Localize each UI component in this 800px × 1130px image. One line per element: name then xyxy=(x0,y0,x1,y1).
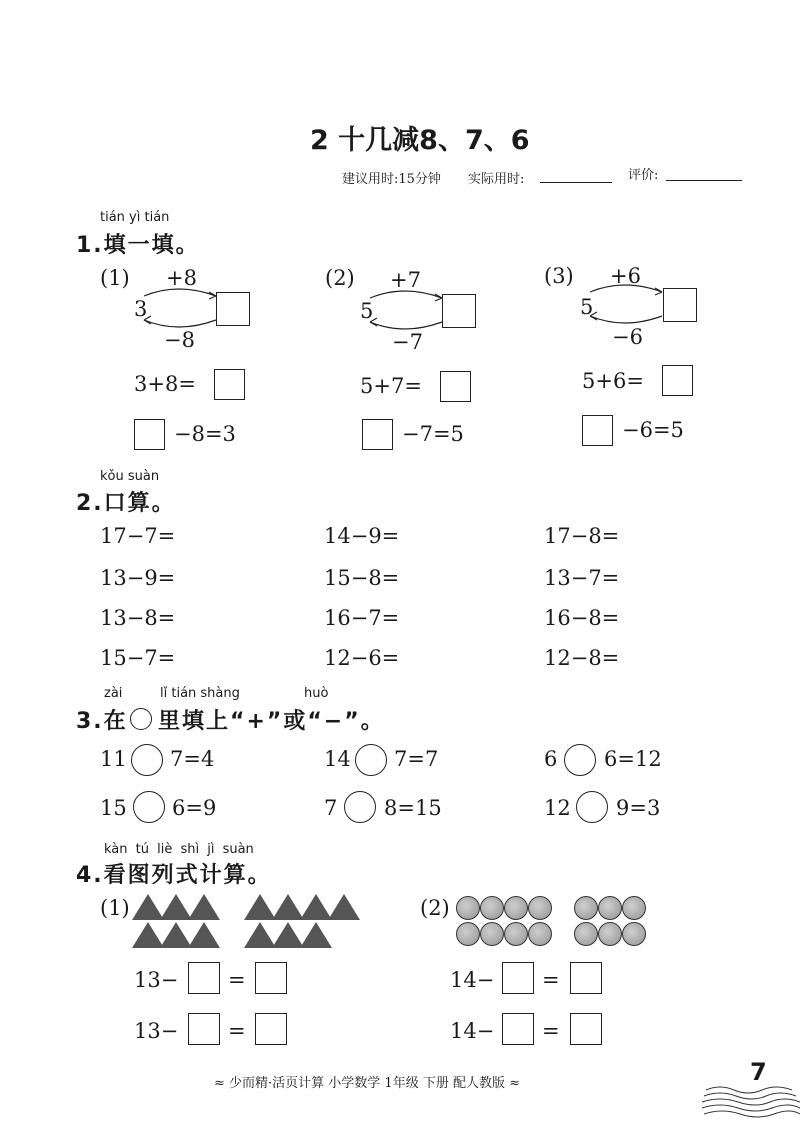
sec1-item3-plus: +6 xyxy=(610,264,641,288)
circle-dot-icon xyxy=(622,922,646,946)
sec4-eq3-box-a[interactable] xyxy=(502,962,534,994)
sign-item-right: 7=4 xyxy=(170,747,215,771)
footer-text: ≈ 少而精·活页计算 小学数学 1年级 下册 配人教版 ≈ xyxy=(214,1076,520,1091)
page-number: 7 xyxy=(750,1058,767,1086)
sec1-item2-plus: +7 xyxy=(390,268,421,292)
triangle-icon xyxy=(328,894,360,920)
sec1-item1-plus: +8 xyxy=(166,266,197,290)
sec4-eq3-left: 14− xyxy=(450,968,495,992)
sec1-item3-start: 5 xyxy=(580,295,594,319)
evaluation-label: 评价: xyxy=(628,168,659,183)
circle-dot-icon xyxy=(480,922,504,946)
oral-calc-item: 13−7= xyxy=(544,566,620,590)
sec1-item2-arrows xyxy=(366,286,446,336)
circle-dot-icon xyxy=(504,922,528,946)
sec2-heading: 2.口算。 xyxy=(76,491,176,516)
sign-item-right: 6=9 xyxy=(172,796,217,820)
sec1-item1-eq1: 3+8= xyxy=(134,372,196,396)
sec4-eq2-left: 13− xyxy=(134,1019,179,1043)
oral-calc-item: 17−8= xyxy=(544,524,620,548)
circle-dot-icon xyxy=(456,922,480,946)
sign-item-right: 7=7 xyxy=(394,747,439,771)
sec1-item3-eq2-box[interactable] xyxy=(582,415,613,446)
sec1-item3-arrows xyxy=(586,280,666,330)
circle-dot-icon xyxy=(598,896,622,920)
sec1-item3-eq1: 5+6= xyxy=(582,369,644,393)
sec4-eq2-box-a[interactable] xyxy=(188,1013,220,1045)
page-title: 2 十几减8、7、6 xyxy=(310,125,530,156)
sign-item-left: 12 xyxy=(544,796,571,820)
sec1-pinyin: tián yì tián xyxy=(100,210,170,225)
sec1-item2-answer-box[interactable] xyxy=(442,294,476,328)
sec1-item2-eq1-box[interactable] xyxy=(440,371,471,402)
sec1-item1-arrows xyxy=(140,284,220,334)
sec1-item2-minus: −7 xyxy=(392,330,423,354)
sign-circle[interactable] xyxy=(355,744,387,776)
oral-calc-item: 13−8= xyxy=(100,606,176,630)
oral-calc-item: 16−7= xyxy=(324,606,400,630)
sec1-item1-start: 3 xyxy=(134,297,148,321)
circle-dot-icon xyxy=(528,896,552,920)
sec2-pinyin: kǒu suàn xyxy=(100,469,160,484)
circle-dot-icon xyxy=(504,896,528,920)
sec1-item1-eq2: −8=3 xyxy=(174,422,236,446)
sign-item-left: 14 xyxy=(324,747,351,771)
circle-dot-icon xyxy=(456,896,480,920)
sec1-item1-answer-box[interactable] xyxy=(216,292,250,326)
sec4-eq1-box-a[interactable] xyxy=(188,962,220,994)
oral-calc-item: 13−9= xyxy=(100,566,176,590)
actual-time-label: 实际用时: xyxy=(468,172,525,187)
sec3-heading-b: 里填上“+”或“−”。 xyxy=(158,709,385,734)
triangle-icon xyxy=(300,922,332,948)
sec1-item3-answer-box[interactable] xyxy=(663,288,697,322)
sec1-item1-label: (1) xyxy=(100,266,130,290)
sec3-pinyin-huo: huò xyxy=(304,686,329,701)
sec1-item2-eq1: 5+7= xyxy=(360,374,422,398)
sec3-heading-a: 3.在 xyxy=(76,709,128,734)
sec1-heading: 1.填一填。 xyxy=(76,233,200,258)
sec4-eq1-box-b[interactable] xyxy=(255,962,287,994)
oral-calc-item: 15−8= xyxy=(324,566,400,590)
oral-calc-item: 14−9= xyxy=(324,524,400,548)
sign-circle[interactable] xyxy=(133,791,165,823)
circle-dot-icon xyxy=(480,896,504,920)
sec4-eq3-equals: = xyxy=(542,968,560,992)
sec1-item3-eq1-box[interactable] xyxy=(662,365,693,396)
triangle-icon xyxy=(188,894,220,920)
sec4-eq1-left: 13− xyxy=(134,968,179,992)
sec1-item1-eq1-box[interactable] xyxy=(214,369,245,400)
circle-dot-icon xyxy=(598,922,622,946)
actual-time-blank[interactable] xyxy=(540,182,612,183)
sign-circle[interactable] xyxy=(564,744,596,776)
sign-item-right: 6=12 xyxy=(604,747,662,771)
sign-item-left: 6 xyxy=(544,747,558,771)
circle-dot-icon xyxy=(528,922,552,946)
sec1-item2-eq2: −7=5 xyxy=(402,422,464,446)
sign-item-right: 9=3 xyxy=(616,796,661,820)
sec4-eq4-left: 14− xyxy=(450,1019,495,1043)
sec4-eq4-box-a[interactable] xyxy=(502,1013,534,1045)
sign-item-left: 15 xyxy=(100,796,127,820)
sign-circle[interactable] xyxy=(344,791,376,823)
oral-calc-item: 12−8= xyxy=(544,646,620,670)
triangle-icon xyxy=(188,922,220,948)
sec1-item2-start: 5 xyxy=(360,299,374,323)
suggested-time: 建议用时:15分钟 xyxy=(342,172,441,187)
sec3-pinyin-litianshang: lǐ tián shàng xyxy=(160,686,240,701)
sign-circle[interactable] xyxy=(576,791,608,823)
sec4-eq2-box-b[interactable] xyxy=(255,1013,287,1045)
oral-calc-item: 17−7= xyxy=(100,524,176,548)
sec4-eq4-equals: = xyxy=(542,1019,560,1043)
sec1-item3-label: (3) xyxy=(544,264,574,288)
oral-calc-item: 15−7= xyxy=(100,646,176,670)
sec1-item1-minus: −8 xyxy=(164,328,195,352)
oral-calc-item: 16−8= xyxy=(544,606,620,630)
sec4-eq2-equals: = xyxy=(228,1019,246,1043)
sec1-item3-eq2: −6=5 xyxy=(622,418,684,442)
evaluation-blank[interactable] xyxy=(666,180,742,181)
circle-dot-icon xyxy=(574,922,598,946)
oral-calc-item: 12−6= xyxy=(324,646,400,670)
sec3-pinyin-zai: zài xyxy=(104,686,123,701)
sec4-eq3-box-b[interactable] xyxy=(570,962,602,994)
sec1-item2-label: (2) xyxy=(325,266,355,290)
sec4-label1: (1) xyxy=(100,896,130,920)
circle-dot-icon xyxy=(574,896,598,920)
sec4-label2: (2) xyxy=(420,896,450,920)
sec1-item3-minus: −6 xyxy=(612,325,643,349)
sign-item-right: 8=15 xyxy=(384,796,442,820)
sec1-item1-eq2-box[interactable] xyxy=(134,419,165,450)
sign-item-left: 7 xyxy=(324,796,338,820)
sec4-heading: 4.看图列式计算。 xyxy=(76,863,272,888)
sign-item-left: 11 xyxy=(100,747,127,771)
sec3-heading-circle-icon xyxy=(130,708,152,730)
sign-circle[interactable] xyxy=(131,744,163,776)
sec4-eq4-box-b[interactable] xyxy=(570,1013,602,1045)
sec4-pinyin: kàn tú liè shì jì suàn xyxy=(104,842,254,857)
sec1-item2-eq2-box[interactable] xyxy=(362,419,393,450)
sec4-eq1-equals: = xyxy=(228,968,246,992)
circle-dot-icon xyxy=(622,896,646,920)
